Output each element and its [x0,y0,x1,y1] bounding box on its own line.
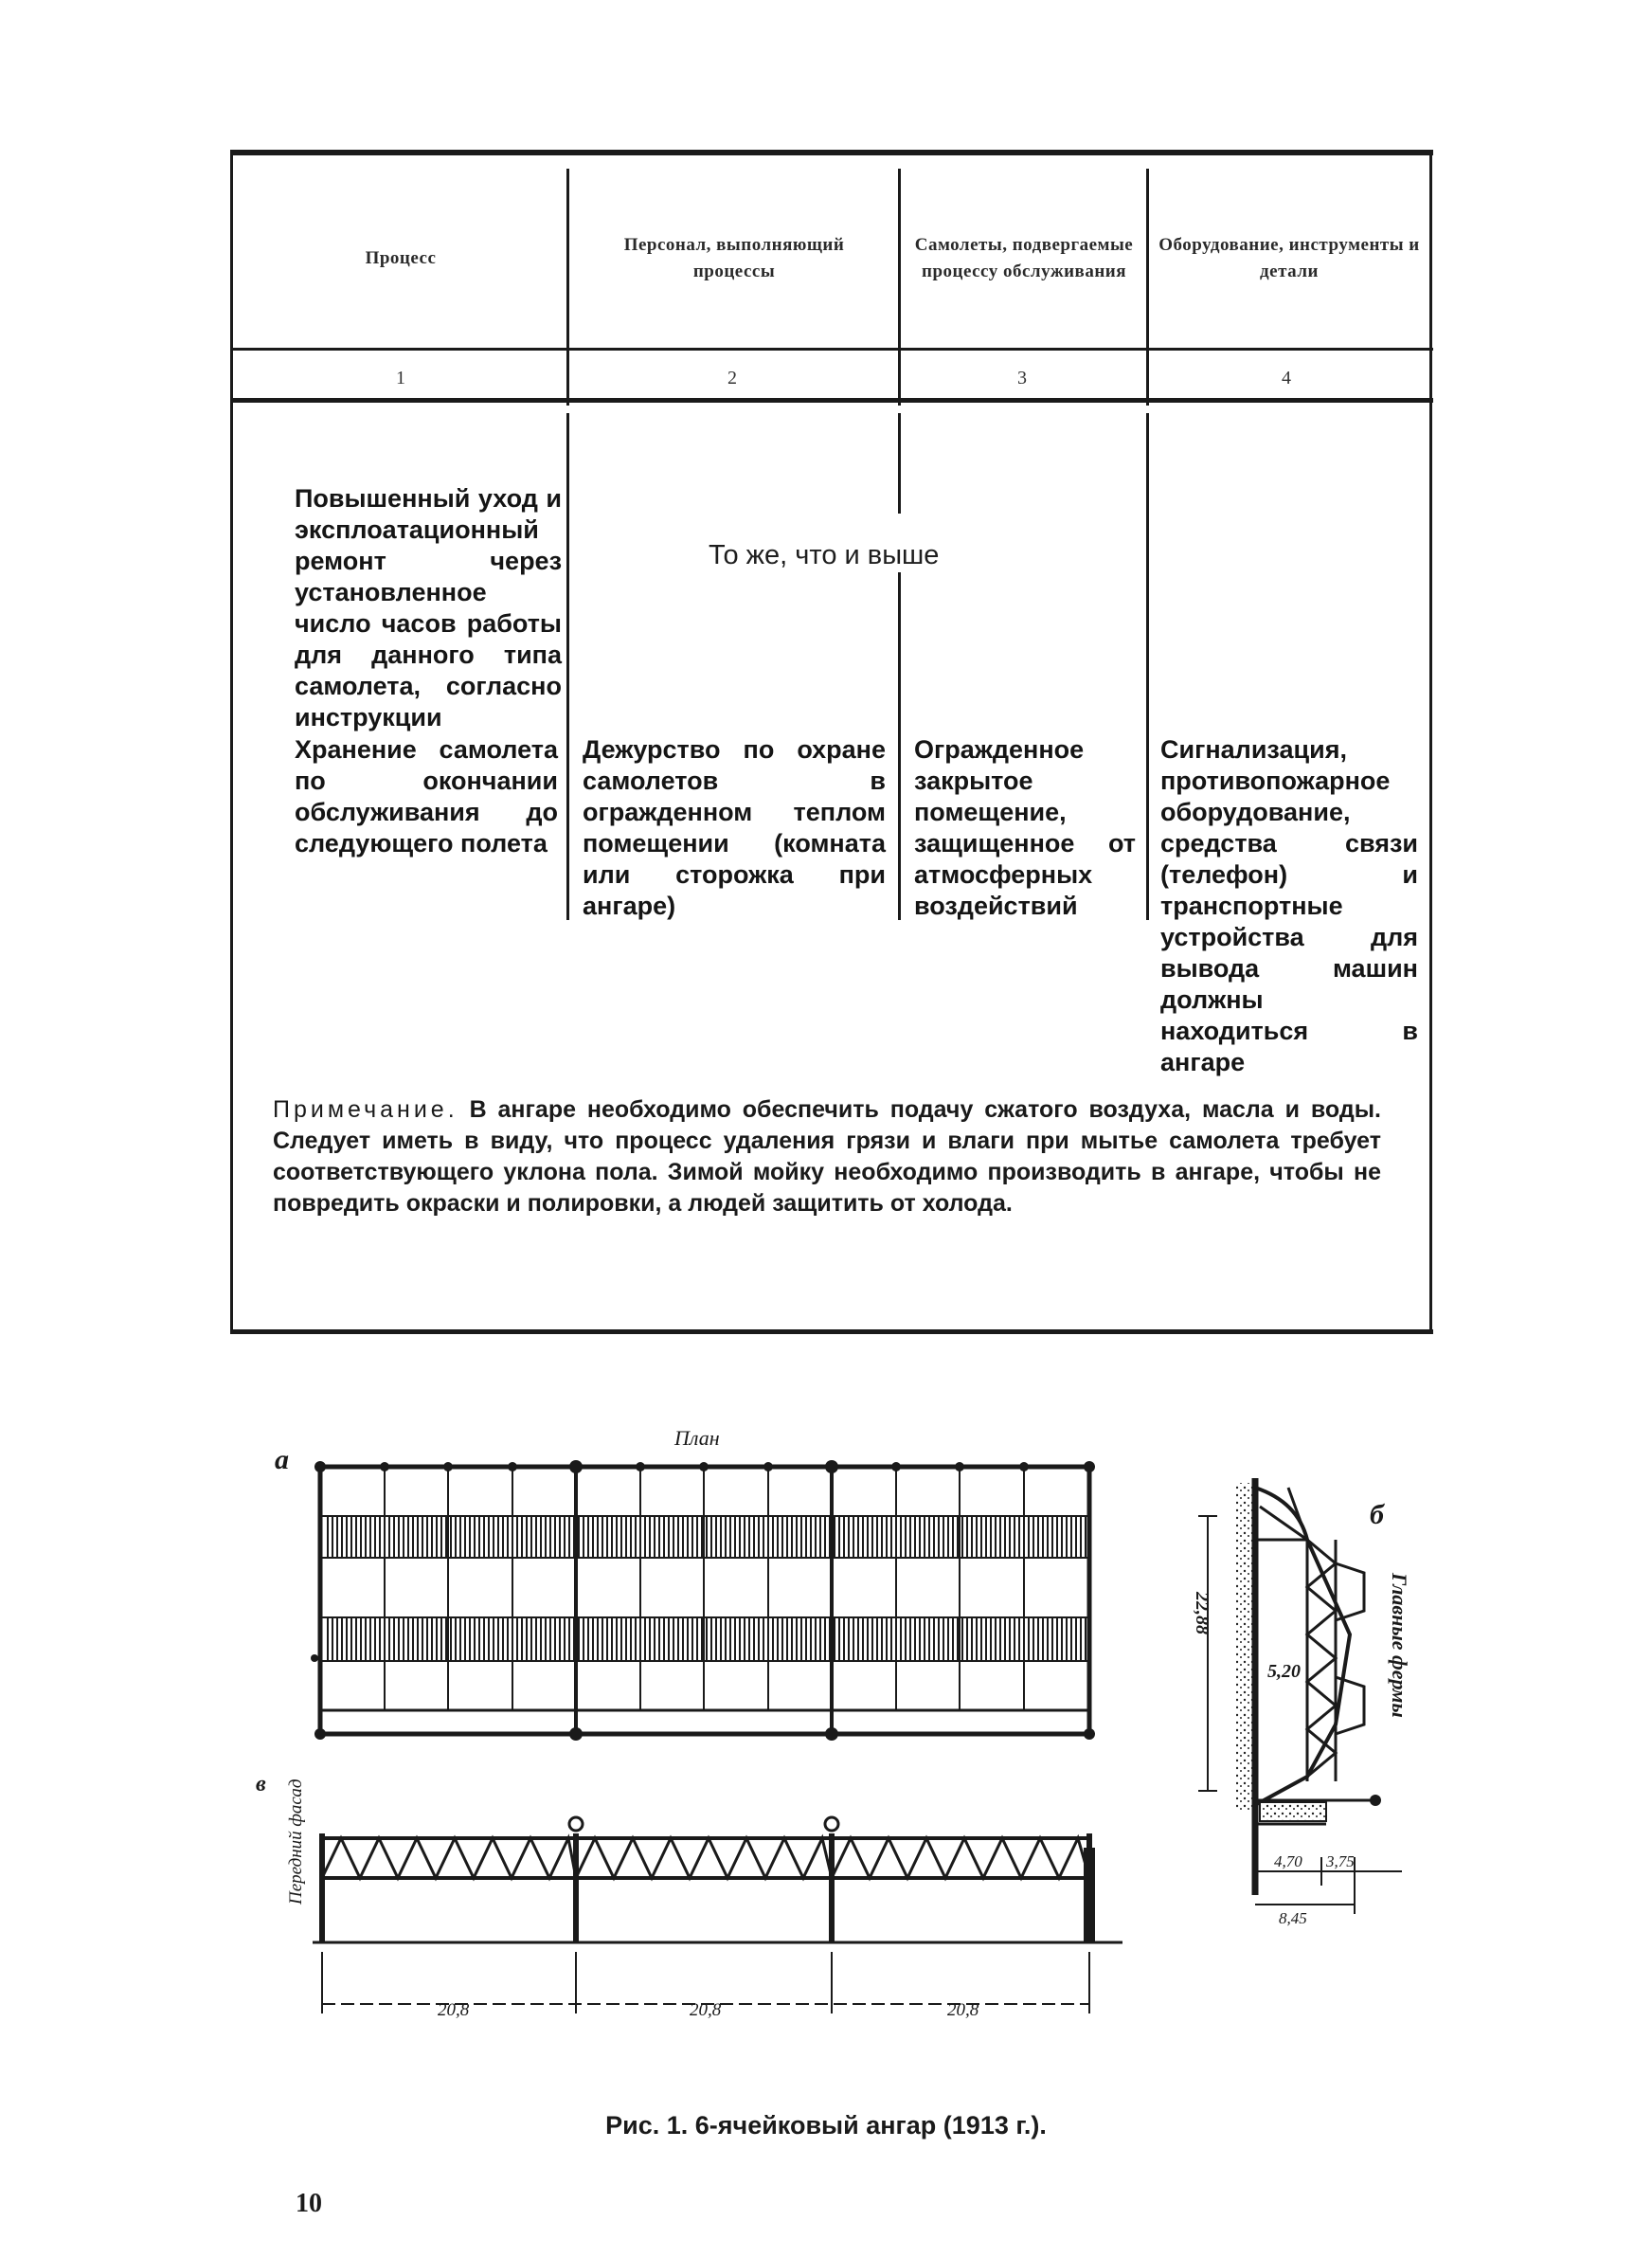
column-number-3: 3 [1017,368,1027,388]
note-label: Примечание. [273,1096,458,1123]
header-equipment: Оборудование, инструменты и детали [1158,235,1420,281]
header-aircraft: Самолеты, подвергаемые процессу обслуживания [914,235,1134,281]
column-number-4: 4 [1282,368,1291,388]
plan-view [275,1426,1095,1741]
span-label-3: 20,8 [947,2000,979,2020]
dim-total-label: 8,45 [1279,1909,1307,1927]
page-number: 10 [296,2189,322,2218]
facade-columns [322,1833,1089,1942]
section-anchor [1370,1795,1381,1806]
column-cap-2 [825,1817,838,1831]
row1-process: Повышенный уход и эксплоатационный ремонт через установленное число часов работы для данного типа самолета, согласно инструкции [295,484,562,731]
row2-staff: Дежурство по охране самолетов в огражденном теплом помещении (комната или сторожка при ангаре) [583,735,886,920]
note-text: В ангаре необходимо обеспечить подачу сжатого воздуха, масла и воды. Следует иметь в виду, что процесс удаления грязи и влаги при мытье самолета требует соответствующего уклона пола. Зимой мойку необходимо производить в ангаре, чтобы не повредить окраски и полировки, а людей защитить от холода. [273,1096,1382,1217]
figure-label-b: б [1370,1499,1384,1530]
facade-view [256,1772,1122,2020]
dim-inner-label: 5,20 [1267,1661,1301,1682]
facade-truss-web [322,1838,1089,1878]
section-view [1192,1478,1411,1927]
header-process: Процесс [365,248,437,268]
dim-bottom-1-label: 4,70 [1274,1852,1302,1870]
span-label-1: 20,8 [438,2000,470,2020]
section-base-block [1260,1802,1326,1821]
plan-grid [320,1467,1089,1734]
row2-aircraft: Огражденное закрытое помещение, защищенное от атмосферных воздействий [914,735,1136,920]
row1-same-as-above: То же, что и выше [709,540,940,570]
figure-label-v: в [256,1772,266,1797]
facade-end-post [1084,1848,1095,1942]
section-label: Главные фермы [1388,1573,1411,1718]
span-label-2: 20,8 [690,2000,722,2020]
column-cap-1 [569,1817,583,1831]
dim-bottom-2-label: 3,75 [1326,1852,1355,1870]
figure-caption: Рис. 1. 6-ячейковый ангар (1913 г.). [605,2111,1047,2140]
section-main-truss [1255,1488,1374,1824]
figure-label-a: а [275,1444,289,1475]
dim-height-label: 22,88 [1192,1592,1212,1634]
facade-label: Передний фасад [286,1779,306,1905]
column-number-2: 2 [727,368,737,388]
row2-equipment: Сигнализация, противопожарное оборудование, средства связи (телефон) и транспортные устройства для вывода машин должны находиться в ангаре [1160,735,1418,1076]
plan-hatched-band-2 [324,1617,1086,1661]
column-number-1: 1 [396,368,405,388]
row2-process: Хранение самолета по окончании обслуживания до следующего полета [295,735,558,858]
header-staff: Персонал, выполняющий процессы [623,235,845,281]
plan-hatched-band-1 [324,1516,1086,1558]
plan-title: План [674,1426,720,1450]
